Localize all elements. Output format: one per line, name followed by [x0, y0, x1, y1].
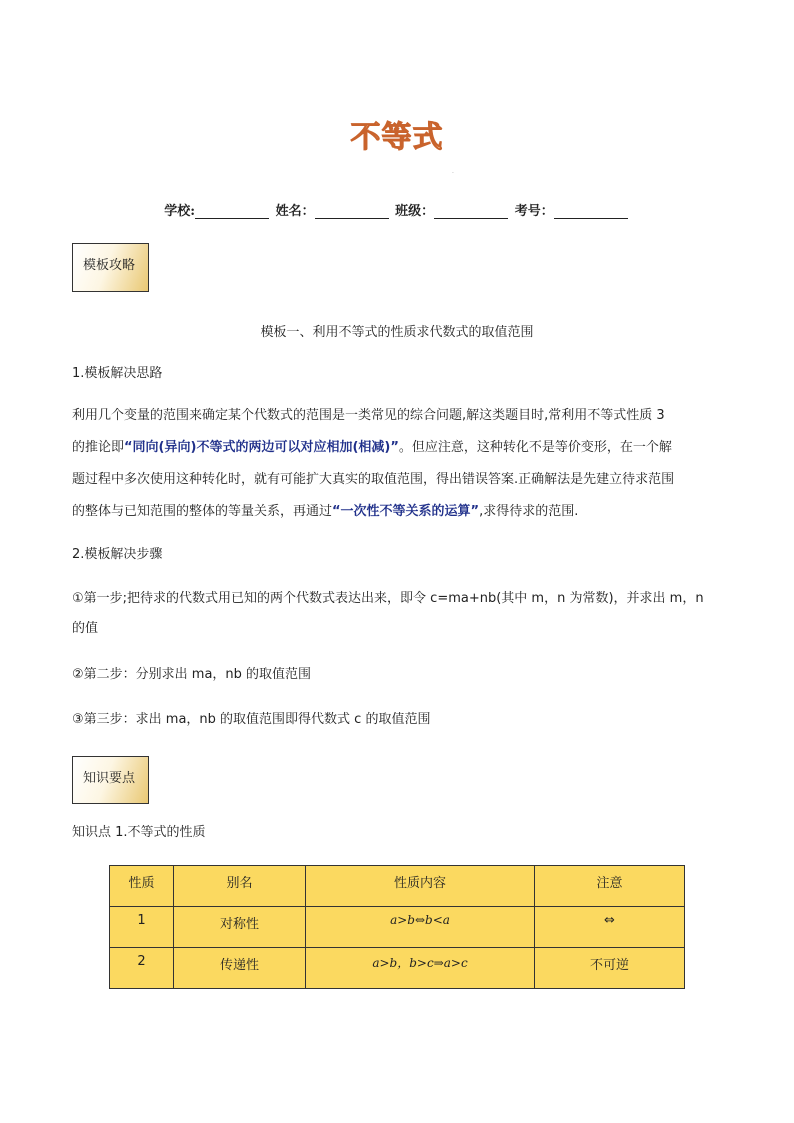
table-cell: 传递性	[174, 948, 306, 989]
knowledge-heading: 知识点 1.不等式的性质	[72, 825, 206, 840]
school-label: 学校:	[164, 204, 196, 219]
table-cell: 不可逆	[535, 948, 685, 989]
strategy-paragraph	[72, 400, 722, 528]
para-text: 的整体与已知范围的整体的等量关系，再通过	[72, 504, 333, 519]
step-3: ③第三步：求出 ma，nb 的取值范围即得代数式 c 的取值范围	[72, 712, 431, 727]
step-1	[72, 584, 722, 644]
table-row	[110, 907, 685, 948]
name-label: 姓名：	[275, 204, 315, 219]
step-1-line-1: ①第一步;把待求的代数式用已知的两个代数式表达出来，即令 c=ma+nb(其中 m，n 为常数)，并求出 m，n	[72, 591, 704, 606]
school-blank[interactable]	[195, 204, 269, 219]
exam-number-label: 考号：	[514, 204, 554, 219]
template-title: 模板一、利用不等式的性质求代数式的取值范围	[260, 325, 534, 340]
table-cell: 2	[110, 948, 174, 989]
step-2: ②第二步：分别求出 ma，nb 的取值范围	[72, 667, 312, 682]
table-cell: ⇔	[535, 907, 685, 948]
header-cell: 性质	[110, 866, 174, 907]
table-cell: a>b，b>c⇒a>c	[306, 948, 535, 989]
para-line-1: 利用几个变量的范围来确定某个代数式的范围是一类常见的综合问题,解这类题目时,常利用不等式性质 3	[72, 408, 665, 423]
knowledge-points-box: 知识要点	[72, 756, 149, 804]
student-info-row	[0, 200, 794, 219]
section1-heading: 1.模板解决思路	[72, 366, 163, 381]
para-text: 的推论即	[72, 440, 125, 455]
header-cell: 注意	[535, 866, 685, 907]
class-label: 班级：	[395, 204, 435, 219]
exam-number-blank[interactable]	[554, 204, 628, 219]
table-cell: a>b⇔b<a	[306, 907, 535, 948]
para-line-3: 题过程中多次使用这种转化时，就有可能扩大真实的取值范围，得出错误答案.正确解法是先建立待求范围	[72, 472, 675, 487]
header-cell: 性质内容	[306, 866, 535, 907]
para-text: ,求得待求的范围.	[479, 504, 579, 519]
decorative-dot: .	[452, 168, 454, 175]
template-strategy-box: 模板攻略	[72, 243, 149, 292]
table-header-row	[110, 866, 685, 907]
section2-heading: 2.模板解决步骤	[72, 547, 163, 562]
highlight-quote-1: “同向(异向)不等式的两边可以对应相加(相减)”	[124, 440, 399, 455]
table-cell: 1	[110, 907, 174, 948]
header-cell: 别名	[174, 866, 306, 907]
highlight-quote-2: “一次性不等关系的运算”	[332, 504, 480, 519]
class-blank[interactable]	[434, 204, 508, 219]
para-line-2	[72, 432, 722, 464]
table-cell: 对称性	[174, 907, 306, 948]
document-title: 不等式	[350, 120, 444, 155]
para-line-4	[72, 496, 722, 528]
inequality-properties-table	[109, 865, 685, 989]
name-blank[interactable]	[315, 204, 389, 219]
step-1-line-2: 的值	[72, 621, 99, 636]
table-row	[110, 948, 685, 989]
para-text: 。但应注意，这种转化不是等价变形，在一个解	[398, 440, 672, 455]
